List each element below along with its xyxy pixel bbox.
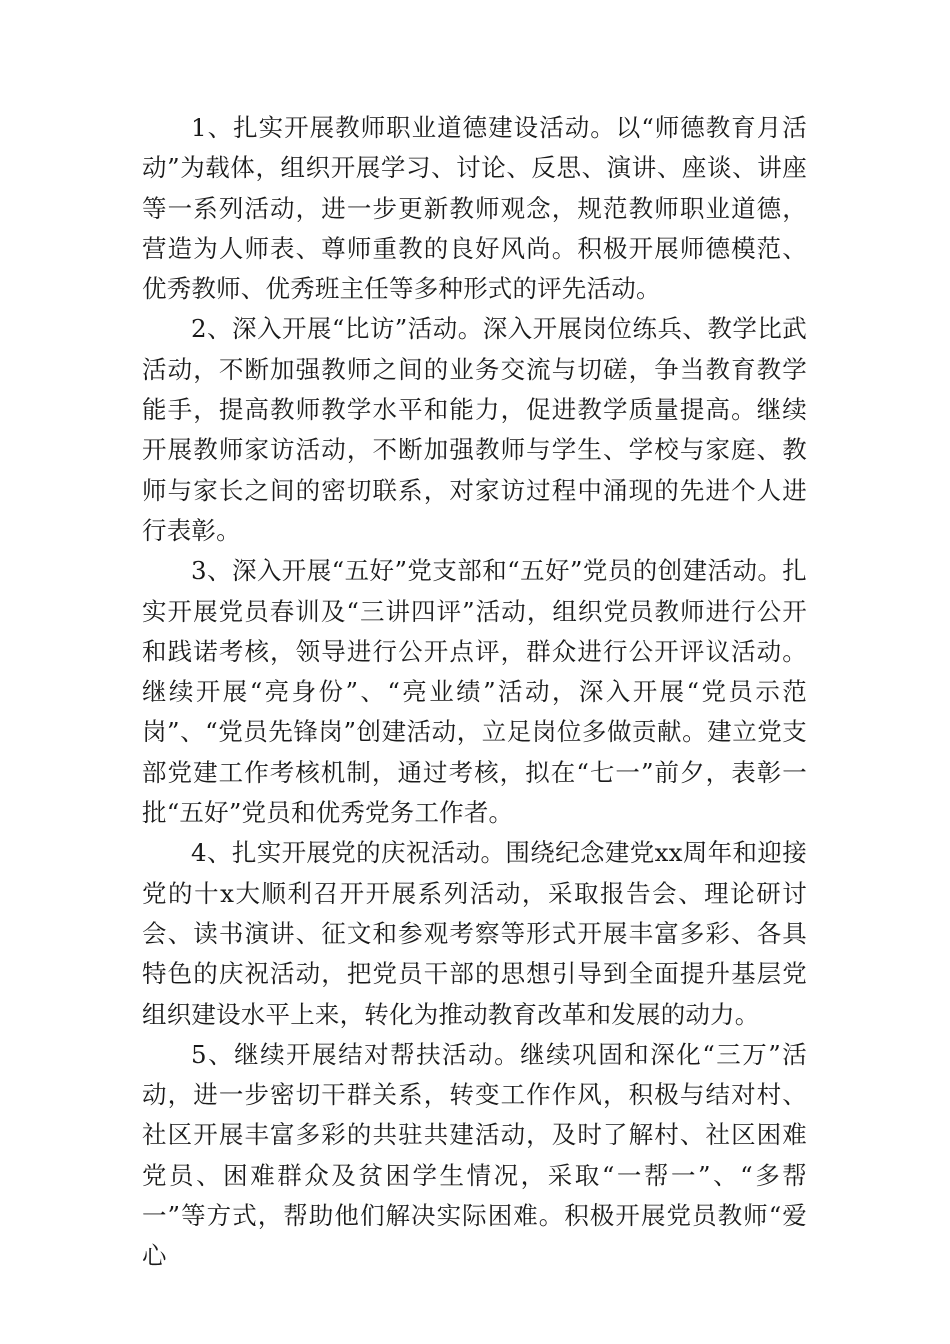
paragraph-3: 3、深入开展“五好”党支部和“五好”党员的创建活动。扎实开展党员春训及“三讲四评”活动，组织党员教师进行公开和践诺考核，领导进行公开点评，群众进行公开评议活动。继续开展“亮身份”、“亮业绩”活动，深入开展“党员示范岗”、“党员先锋岗”创建活动，立足岗位多做贡献。建立党支部党建工作考核机制，通过考核，拟在“七一”前夕，表彰一批“五好”党员和优秀党务工作者。 (142, 556, 807, 828)
document-body (142, 108, 807, 1277)
paragraph-2: 2、深入开展“比访”活动。深入开展岗位练兵、教学比武活动，不断加强教师之间的业务交流与切磋，争当教育教学能手，提高教师教学水平和能力，促进教学质量提高。继续开展教师家访活动，不断加强教师与学生、学校与家庭、教师与家长之间的密切联系，对家访过程中涌现的先进个人进行表彰。 (142, 314, 807, 545)
paragraph-4: 4、扎实开展党的庆祝活动。围绕纪念建党xx周年和迎接党的十x大顺利召开开展系列活动，采取报告会、理论研讨会、读书演讲、征文和参观考察等形式开展丰富多彩、各具特色的庆祝活动，把党员干部的思想引导到全面提升基层党组织建设水平上来，转化为推动教育改革和发展的动力。 (142, 838, 807, 1029)
paragraph-1: 1、扎实开展教师职业道德建设活动。以“师德教育月活动”为载体，组织开展学习、讨论、反思、演讲、座谈、讲座等一系列活动，进一步更新教师观念，规范教师职业道德，营造为人师表、尊师重教的良好风尚。积极开展师德模范、优秀教师、优秀班主任等多种形式的评先活动。 (142, 113, 807, 304)
paragraph-5: 5、继续开展结对帮扶活动。继续巩固和深化“三万”活动，进一步密切干群关系，转变工作作风，积极与结对村、社区开展丰富多彩的共驻共建活动，及时了解村、社区困难党员、困难群众及贫困学生情况，采取“一帮一”、“多帮一”等方式，帮助他们解决实际困难。积极开展党员教师“爱心 (142, 1039, 807, 1271)
